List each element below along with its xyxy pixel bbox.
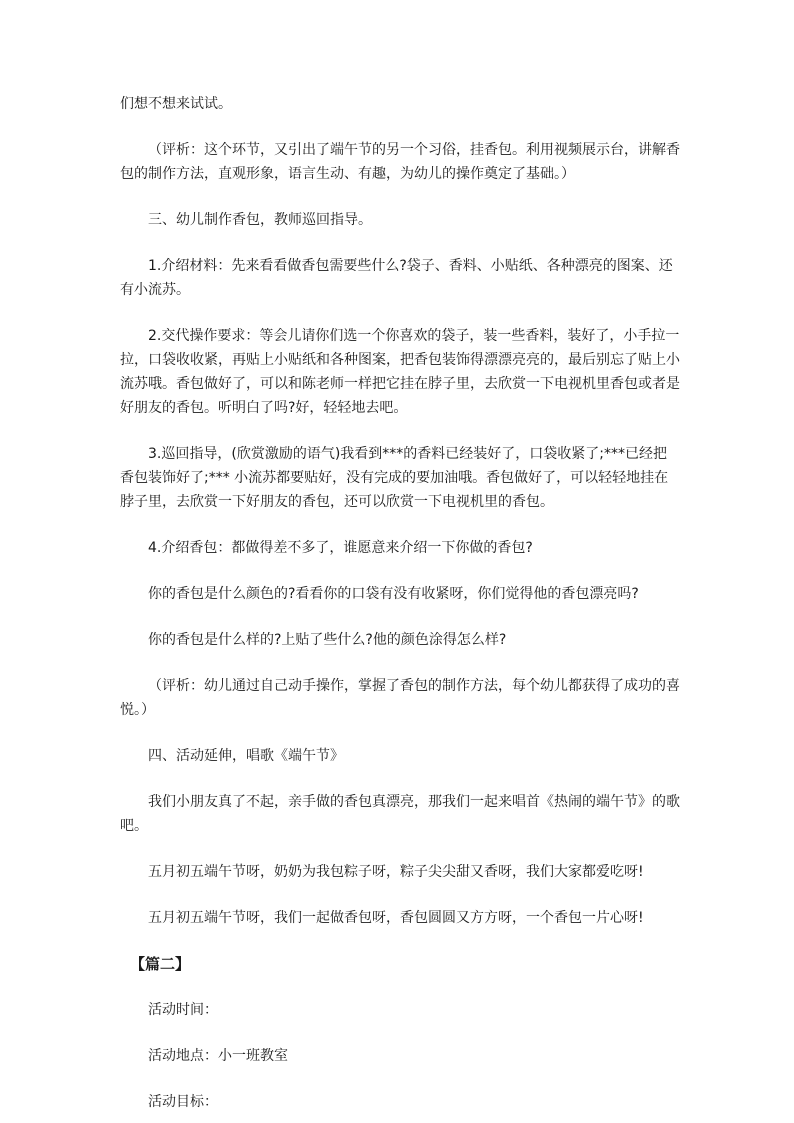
section-heading: 【篇二】 — [130, 955, 191, 973]
paragraph: 活动时间： — [148, 1002, 218, 1018]
paragraph: 活动地点：小一班教室 — [148, 1048, 288, 1064]
paragraph: 五月初五端午节呀，我们一起做香包呀，香包圆圆又方方呀，一个香包一片心呀! — [148, 910, 644, 926]
paragraph: （评析：幼儿通过自己动手操作，掌握了香包的制作方法，每个幼儿都获得了成功的喜悦。） — [120, 678, 680, 718]
paragraph: （评析：这个环节，又引出了端午节的另一个习俗，挂香包。利用视频展示台，讲解香包的制作方法，直观形象，语言生动、有趣，为幼儿的操作奠定了基础。） — [120, 142, 680, 182]
paragraph: 你的香包是什么颜色的?看看你的口袋有没有收紧呀，你们觉得他的香包漂亮吗? — [148, 586, 639, 602]
paragraph: 四、活动延伸，唱歌《端午节》 — [148, 748, 344, 764]
paragraph: 你的香包是什么样的?上贴了些什么?他的颜色涂得怎么样? — [148, 632, 507, 648]
paragraph: 活动目标： — [148, 1094, 218, 1110]
paragraph: 五月初五端午节呀，奶奶为我包粽子呀，粽子尖尖甜又香呀，我们大家都爱吃呀! — [148, 864, 644, 880]
paragraph: 2.交代操作要求：等会儿请你们选一个你喜欢的袋子，装一些香料，装好了，小手拉一拉，口袋收收紧，再贴上小贴纸和各种图案，把香包装饰得漂漂亮亮的，最后别忘了贴上小流苏哦。香包做好了，可以和陈老师一样把它挂在脖子里，去欣赏一下电视机里香包或者是好朋友的香包。听明白了吗?好，轻轻地去吧。 — [120, 328, 680, 416]
paragraph: 三、幼儿制作香包，教师巡回指导。 — [148, 212, 372, 228]
paragraph: 4.介绍香包：都做得差不多了，谁愿意来介绍一下你做的香包? — [148, 540, 533, 556]
paragraph: 3.巡回指导，(欣赏激励的语气)我看到***的香料已经装好了，口袋收紧了;***已经把香包装饰好了;*** 小流苏都要贴好，没有完成的要加油哦。香包做好了，可以轻轻地挂在脖子里，去欣赏一下好朋友的香包，还可以欣赏一下电视机里的香包。 — [120, 446, 669, 510]
paragraph: 们想不想来试试。 — [120, 96, 232, 112]
paragraph: 我们小朋友真了不起，亲手做的香包真漂亮，那我们一起来唱首《热闹的端午节》的歌吧。 — [120, 794, 680, 834]
paragraph: 1.介绍材料：先来看看做香包需要些什么?袋子、香料、小贴纸、各种漂亮的图案、还有小流苏。 — [120, 258, 673, 298]
document-body — [120, 92, 680, 1114]
